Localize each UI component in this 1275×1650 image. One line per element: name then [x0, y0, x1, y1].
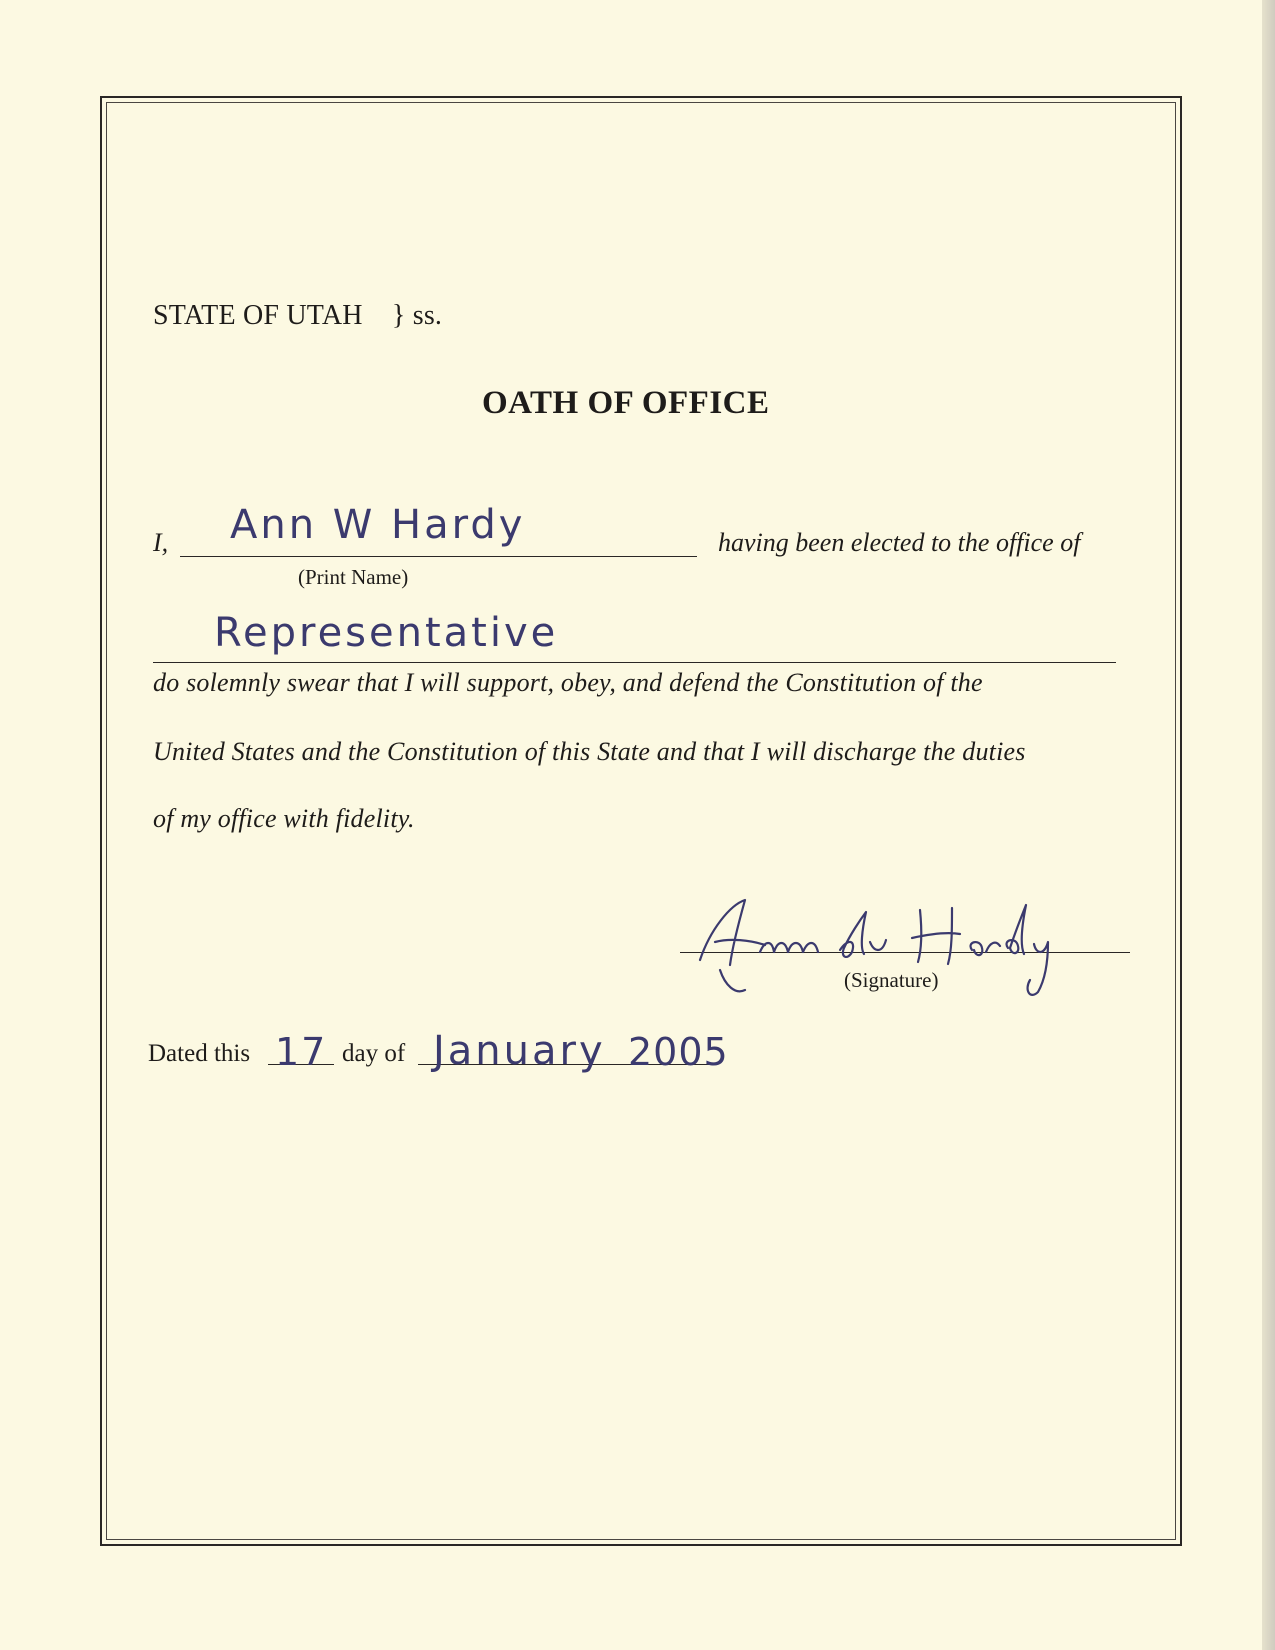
print-name-caption: (Print Name): [298, 565, 409, 589]
oath-intro: I,: [153, 528, 169, 557]
month-field: January: [433, 1028, 606, 1074]
day-of-text: day of: [342, 1040, 406, 1067]
oath-line-2: United States and the Constitution of this State and that I will discharge the duties: [153, 737, 1026, 766]
jurisdiction-header: [153, 300, 442, 332]
office-line: [153, 662, 1116, 663]
dated-prefix: Dated this: [148, 1040, 251, 1067]
oath-line-3: of my office with fidelity.: [153, 804, 415, 833]
office-field: Representative: [214, 610, 559, 656]
jurisdiction-text: STATE OF UTAH: [153, 300, 363, 331]
print-name-line: [180, 556, 697, 557]
signature-caption: (Signature): [844, 968, 939, 992]
day-field: 17: [275, 1030, 328, 1074]
document-title: OATH OF OFFICE: [482, 385, 770, 421]
oath-line-1: do solemnly swear that I will support, obey, and defend the Constitution of the: [153, 668, 983, 697]
venue-text: } ss.: [391, 300, 443, 331]
printed-name-field: Ann W Hardy: [230, 502, 526, 548]
elected-text: having been elected to the office of: [718, 528, 1081, 557]
page-edge-shadow: [1262, 0, 1275, 1650]
year-field: 2005: [628, 1030, 729, 1074]
